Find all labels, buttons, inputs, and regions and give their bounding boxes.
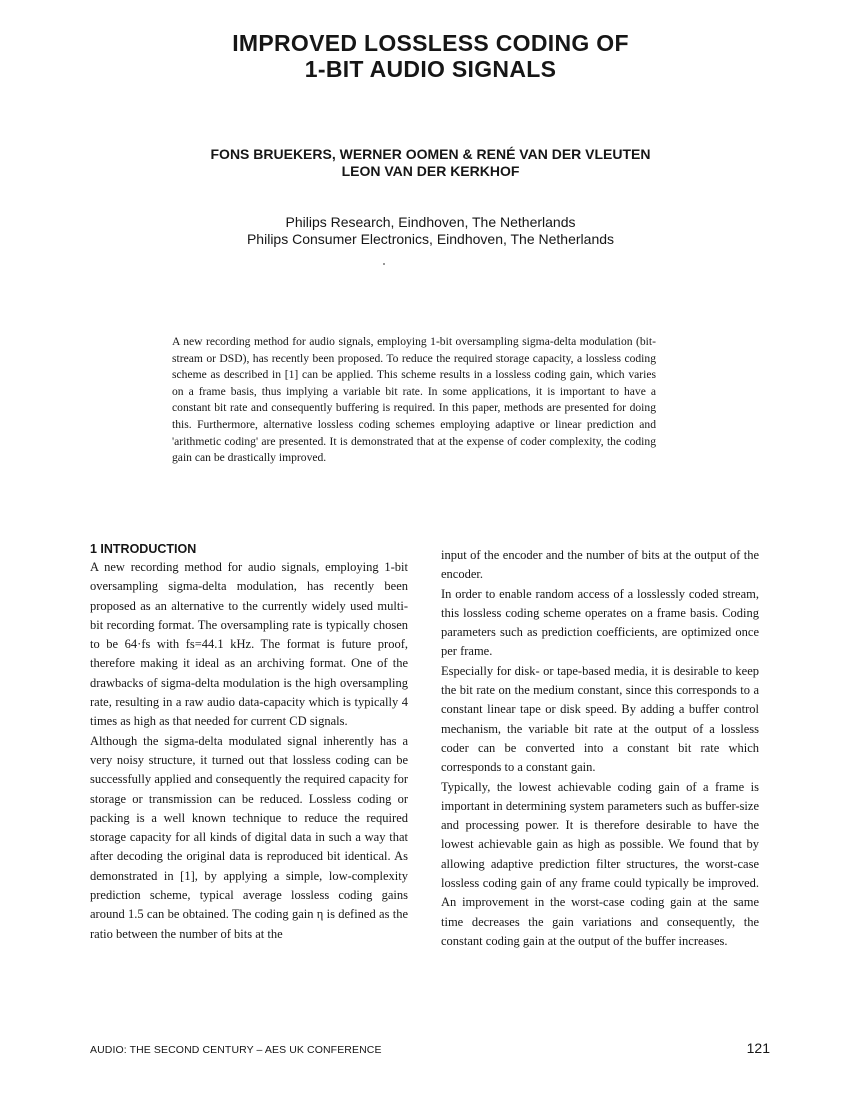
footer-conference: AUDIO: THE SECOND CENTURY – AES UK CONFERENCE <box>90 1044 382 1056</box>
paper-title <box>0 30 861 82</box>
page-number: 121 <box>746 1040 770 1056</box>
affiliation-1: Philips Research, Eindhoven, The Netherlands <box>285 214 576 230</box>
author-list <box>0 146 861 180</box>
authors-line-1: FONS BRUEKERS, WERNER OOMEN & RENÉ VAN DER VLEUTEN <box>210 146 651 162</box>
title-line-1: IMPROVED LOSSLESS CODING OF <box>232 30 629 56</box>
authors-line-2: LEON VAN DER KERKHOF <box>341 163 520 179</box>
title-line-2: 1-BIT AUDIO SIGNALS <box>304 56 557 82</box>
intro-paragraph-6: Typically, the lowest achievable coding gain of a frame is important in determining system parameters such as buffer-size and processing power. It is therefore desirable to have the lowest achievable gain as high as possible. We found that by allowing adaptive prediction filter structures, the worst-case lossless coding gain of any frame could typically be improved. An improvement in the worst-case coding gain at the same time decreases the gain variations and consequently, the constant coding gain at the output of the buffer increases. <box>441 779 759 948</box>
intro-paragraph-1: A new recording method for audio signals, employing 1-bit oversampling sigma-delta modulation, has recently been proposed as an alternative to the currently widely used multi-bit recording format. The oversampling rate is typically chosen to be 64·fs with fs=44.1 kHz. The format is future proof, therefore making it ideal as an archiving format. One of the drawbacks of sigma-delta modulation is the high oversampling rate, resulting in a raw audio data-capacity which is typically 4 times as high as that needed for current CD signals. <box>90 560 408 729</box>
intro-paragraph-4: In order to enable random access of a losslessly coded stream, this lossless coding scheme operates on a frame basis. Coding parameters such as prediction coefficients, are optimized once per frame. <box>441 586 759 659</box>
intro-paragraph-3: input of the encoder and the number of bits at the output of the encoder. <box>441 548 759 582</box>
abstract: A new recording method for audio signals, employing 1-bit oversampling sigma-delta modulation (bit-stream or DSD), has recently been proposed. To reduce the required storage capacity, a lossless coding scheme as described in [1] can be applied. This scheme results in a lossless coding gain, which varies on a frame basis, thus implying a variable bit rate. In some applications, it is important to have a constant bit rate and consequently buffering is required. In this paper, methods are presented for doing this. Furthermore, alternative lossless coding schemes employing adaptive or linear prediction and 'arithmetic coding' are presented. It is demonstrated that at the expense of coder complexity, the coding gain can be drastically improved. <box>172 335 656 465</box>
stray-dot <box>383 263 385 265</box>
left-column <box>90 541 408 944</box>
intro-paragraph-2: Although the sigma-delta modulated signal inherently has a very noisy structure, it turned out that lossless coding can be successfully applied and consequently the required capacity for storage or transmission can be reduced. Lossless coding or packing is a well known technique to reduce the required storage capacity for all kinds of digital data in such a way that after decoding the original data is reproduced bit identical. As demonstrated in [1], by applying a simple, low-complexity prediction scheme, typical average lossless coding gains around 1.5 can be obtained. The coding gain η is defined as the ratio between the number of bits at the <box>90 733 408 941</box>
intro-paragraph-5: Especially for disk- or tape-based media, it is desirable to keep the bit rate on the medium constant, since this corresponds to a constant linear tape or disk speed. By adding a buffer control mechanism, the variable bit rate at the output of a lossless coder can be converted into a constant bit rate which corresponds to a constant gain. <box>441 663 759 775</box>
section-heading-introduction: 1 INTRODUCTION <box>90 542 197 556</box>
right-column <box>441 546 759 951</box>
affiliation-2: Philips Consumer Electronics, Eindhoven, The Netherlands <box>246 231 615 247</box>
affiliations <box>0 214 861 248</box>
